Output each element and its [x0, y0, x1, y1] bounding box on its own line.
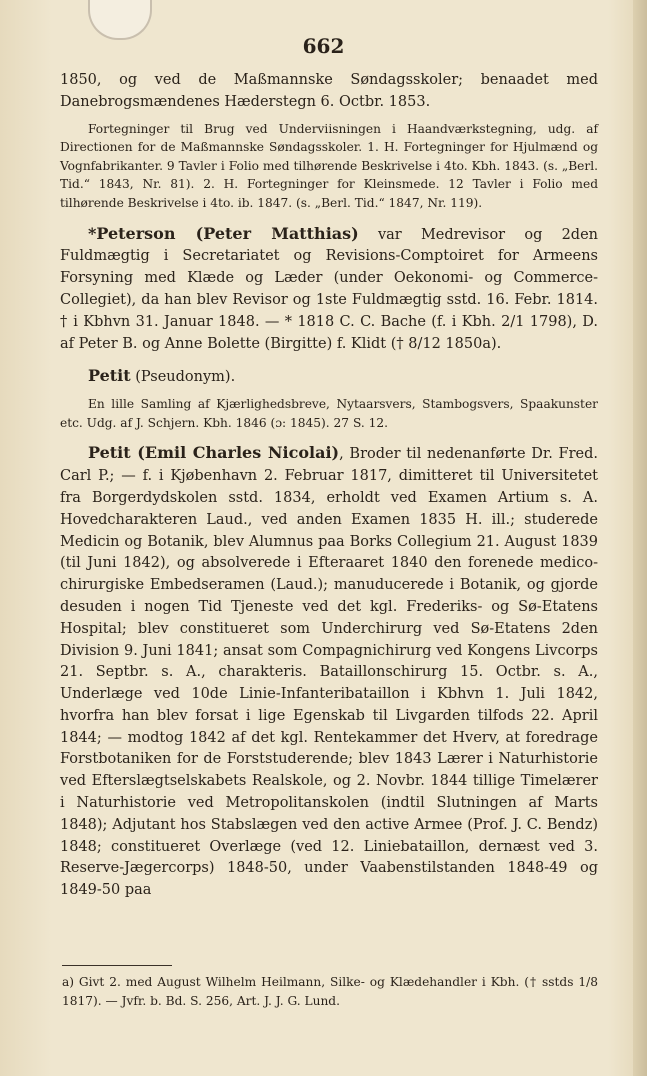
works-paragraph: Fortegninger til Brug ved Underviisningen i Haandværkstegning, udg. af Directionen for de Maßmannske Søndagsskoler. 1. H. Fortegninger for Hjulmænd og Vognfabrikanter. 9 Tavler i Folio med tilhørende Beskrivelse i 4to. Kbh. 1843. (s. „Berl. Tid.“ 1843, Nr. 81). 2. H. Fortegninger for Kleinsmede. 12 Tavler i Folio med tilhørende Beskrivelse i 4to. ib. 1847. (s. „Berl. Tid.“ 1847, Nr. 119). — [60, 121, 598, 210]
entry-peterson-text: var Medrevisor og 2den Fuldmægtig i Secretariatet og Revisions-Comptoiret for Armeens Forsyning med Klæde og Læder (under Oekonomi- og Commerce-Collegiet), da han blev Revisor og 1ste Fuldmægtig sstd. 16. Febr. 1814. † i Kbhvn 31. Januar 1848. — * 1818 C. C. Bache (f. i Kbh. 2/1 1798), D. af Peter B. og Anne Bolette (Birgitte) f. Klidt († 8/12 1850a). — [60, 226, 599, 352]
main-text-column — [60, 70, 598, 902]
entry-peterson-heading: *Peterson (Peter Matthias) — [88, 223, 359, 243]
entry-petit-pseudonym-heading: Petit — [88, 366, 131, 386]
entry-petit-emil — [60, 442, 598, 902]
entry-petit-emil-text: , Broder til nedenanførte Dr. Fred. Carl P.; — f. i Kjøbenhavn 2. Februar 1817, dimitteret til Universitetet fra Borgerdydskolen sstd. 1834, erholdt ved Examen Artium s. A. Hovedcharakteren Laud., ved anden Examen 1835 H. ill.; studerede Medicin og Botanik, blev Alumnus paa Borks Collegium 21. August 1839 (til Juni 1842), og absolverede i Efteraaret 1840 den forenede medico-chirurgiske Embedseramen (Laud.); manuducerede i Botanik, og gjorde desuden i nogen Tid Tjeneste ved det kgl. Frederiks- og Sø-Etatens Hospital; blev constitueret som Underchirurg ved Sø-Etatens 2den Division 9. Juni 1841; ansat som Compagnichirurg ved Kongens Livcorps 21. Septbr. s. A., charakteris. Bataillonschirurg 15. Octbr. s. A., Underlæge ved 10de Linie-Infanteribataillon i Kbhvn 1. Juli 1842, hvorfra han blev forsat i lige Egenskab til Livgarden tilfods 22. April 1844; — modtog 1842 af det kgl. Rentekammer det Hverv, at foredrage Forstbotaniken for de Forststuderende; blev 1843 Lærer i Naturhistorie ved Efterslægtselskabets Realskole, og 2. Novbr. 1844 tillige Timelærer i Naturhistorie ved Metropolitanskolen (indtil Slutningen af Marts 1848); Adjutant hos Stabslægen ved den active Armee (Prof. J. C. Bendz) 1848; constitueret Overlæge (ved 12. Liniebataillon, dernæst ved 3. Reserve-Jægercorps) 1848-50, under Vaabenstilstanden 1848-49 og 1849-50 paa — [60, 446, 598, 899]
page-edge-shadow — [633, 0, 647, 1076]
footnote-rule — [62, 965, 172, 966]
entry-petit-pseudonym-works: En lille Samling af Kjærlighedsbreve, Nytaarsvers, Stambogsvers, Spaakunster etc. Udg. af J. Schjern. Kbh. 1846 (ɔ: 1845). 27 S. 12. — [60, 397, 598, 430]
entry-petit-pseudonym — [60, 365, 598, 389]
continued-paragraph: 1850, og ved de Maßmannske Søndagsskoler; benaadet med Danebrogsmændenes Hæderstegn 6. Octbr. 1853. — [60, 72, 598, 110]
entry-peterson — [60, 223, 598, 356]
footnote: a) Givt 2. med August Wilhelm Heilmann, Silke- og Klædehandler i Kbh. († sstds 1/8 1817). — Jvfr. b. Bd. S. 256, Art. J. J. G. Lund. — [62, 975, 598, 1008]
entry-petit-pseudonym-text: (Pseudonym). — [130, 369, 236, 386]
page-number: 662 — [302, 34, 345, 58]
entry-petit-emil-heading: Petit (Emil Charles Nicolai) — [88, 443, 340, 463]
